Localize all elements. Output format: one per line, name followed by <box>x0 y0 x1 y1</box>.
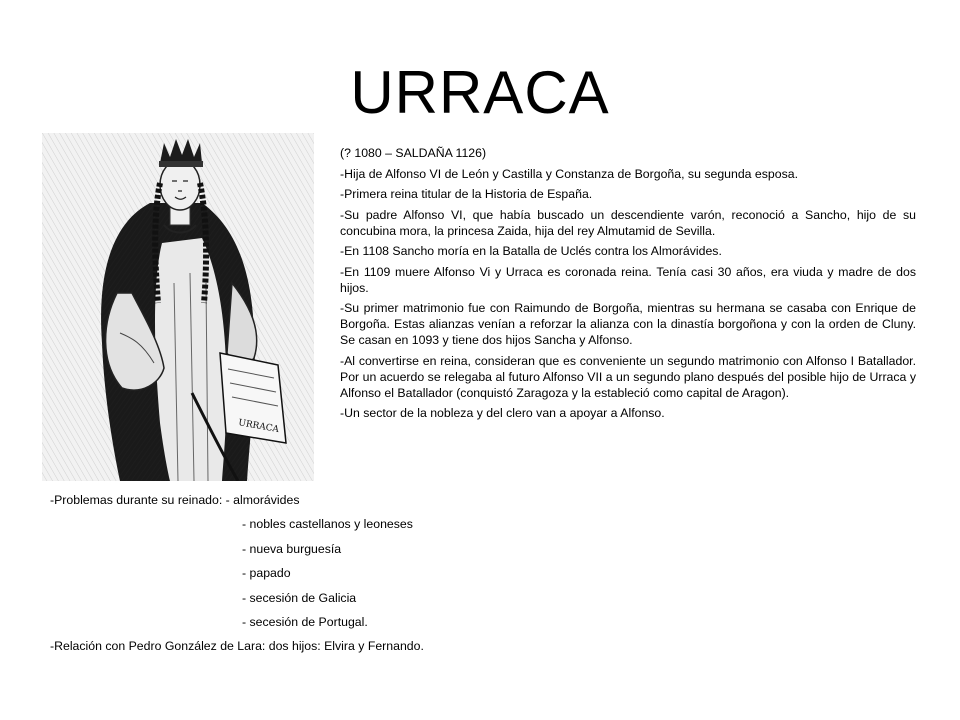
queen-engraving <box>42 133 314 481</box>
reign-problems <box>50 492 424 663</box>
biography-text <box>340 145 916 426</box>
problems-heading: -Problemas durante su reinado: - almorávides <box>50 493 300 507</box>
bio-paragraph: -Un sector de la nobleza y del clero van a apoyar a Alfonso. <box>340 406 665 420</box>
bio-paragraph: -Primera reina titular de la Historia de España. <box>340 187 593 201</box>
bio-paragraph: -Su primer matrimonio fue con Raimundo de Borgoña, mientras su hermana se casaba con Enrique de Borgoña. Estas alianzas venían a reforzar la alianza con la dinastía borgoñona y con la orden de Cluny. Se casan en 1093 y tiene dos hijos Sancha y Alfonso. <box>340 301 916 347</box>
bio-paragraph: -Al convertirse en reina, consideran que es conveniente un segundo matrimonio con Alfonso I Batallador. Por un acuerdo se relegaba al futuro Alfonso VII a un segundo plano después del posible hijo de Urraca y Alfonso el Batallador (conquistó Zaragoza y la estableció como capital de Aragon). <box>340 353 916 400</box>
bio-paragraph: -Su padre Alfonso VI, que había buscado un descendiente varón, reconoció a Sancho, hijo de su concubina mora, la princesa Zaida, hija del rey Almutamid de Sevilla. <box>340 207 916 238</box>
problem-item: - nobles castellanos y leoneses <box>242 517 413 532</box>
scroll-label: URRACA <box>237 418 280 436</box>
bio-paragraph: -Hija de Alfonso VI de León y Castilla y Constanza de Borgoña, su segunda esposa. <box>340 166 799 181</box>
problem-item: - nueva burguesía <box>242 541 342 556</box>
problem-item: - secesión de Portugal. <box>242 614 368 629</box>
relation-text: -Relación con Pedro González de Lara: dos hijos: Elvira y Fernando. <box>50 639 424 654</box>
bio-paragraph: -En 1109 muere Alfonso Vi y Urraca es coronada reina. Tenía casi 30 años, era viuda y madre de dos hijos. <box>340 264 916 295</box>
portrait-image <box>42 133 314 481</box>
slide-title: URRACA <box>350 59 610 126</box>
bio-paragraph: -En 1108 Sancho moría en la Batalla de Uclés contra los Almorávides. <box>340 244 722 258</box>
bio-paragraph: (? 1080 – SALDAÑA 1126) <box>340 146 487 160</box>
problem-item: - papado <box>242 566 291 581</box>
problem-item: - secesión de Galicia <box>242 590 357 605</box>
